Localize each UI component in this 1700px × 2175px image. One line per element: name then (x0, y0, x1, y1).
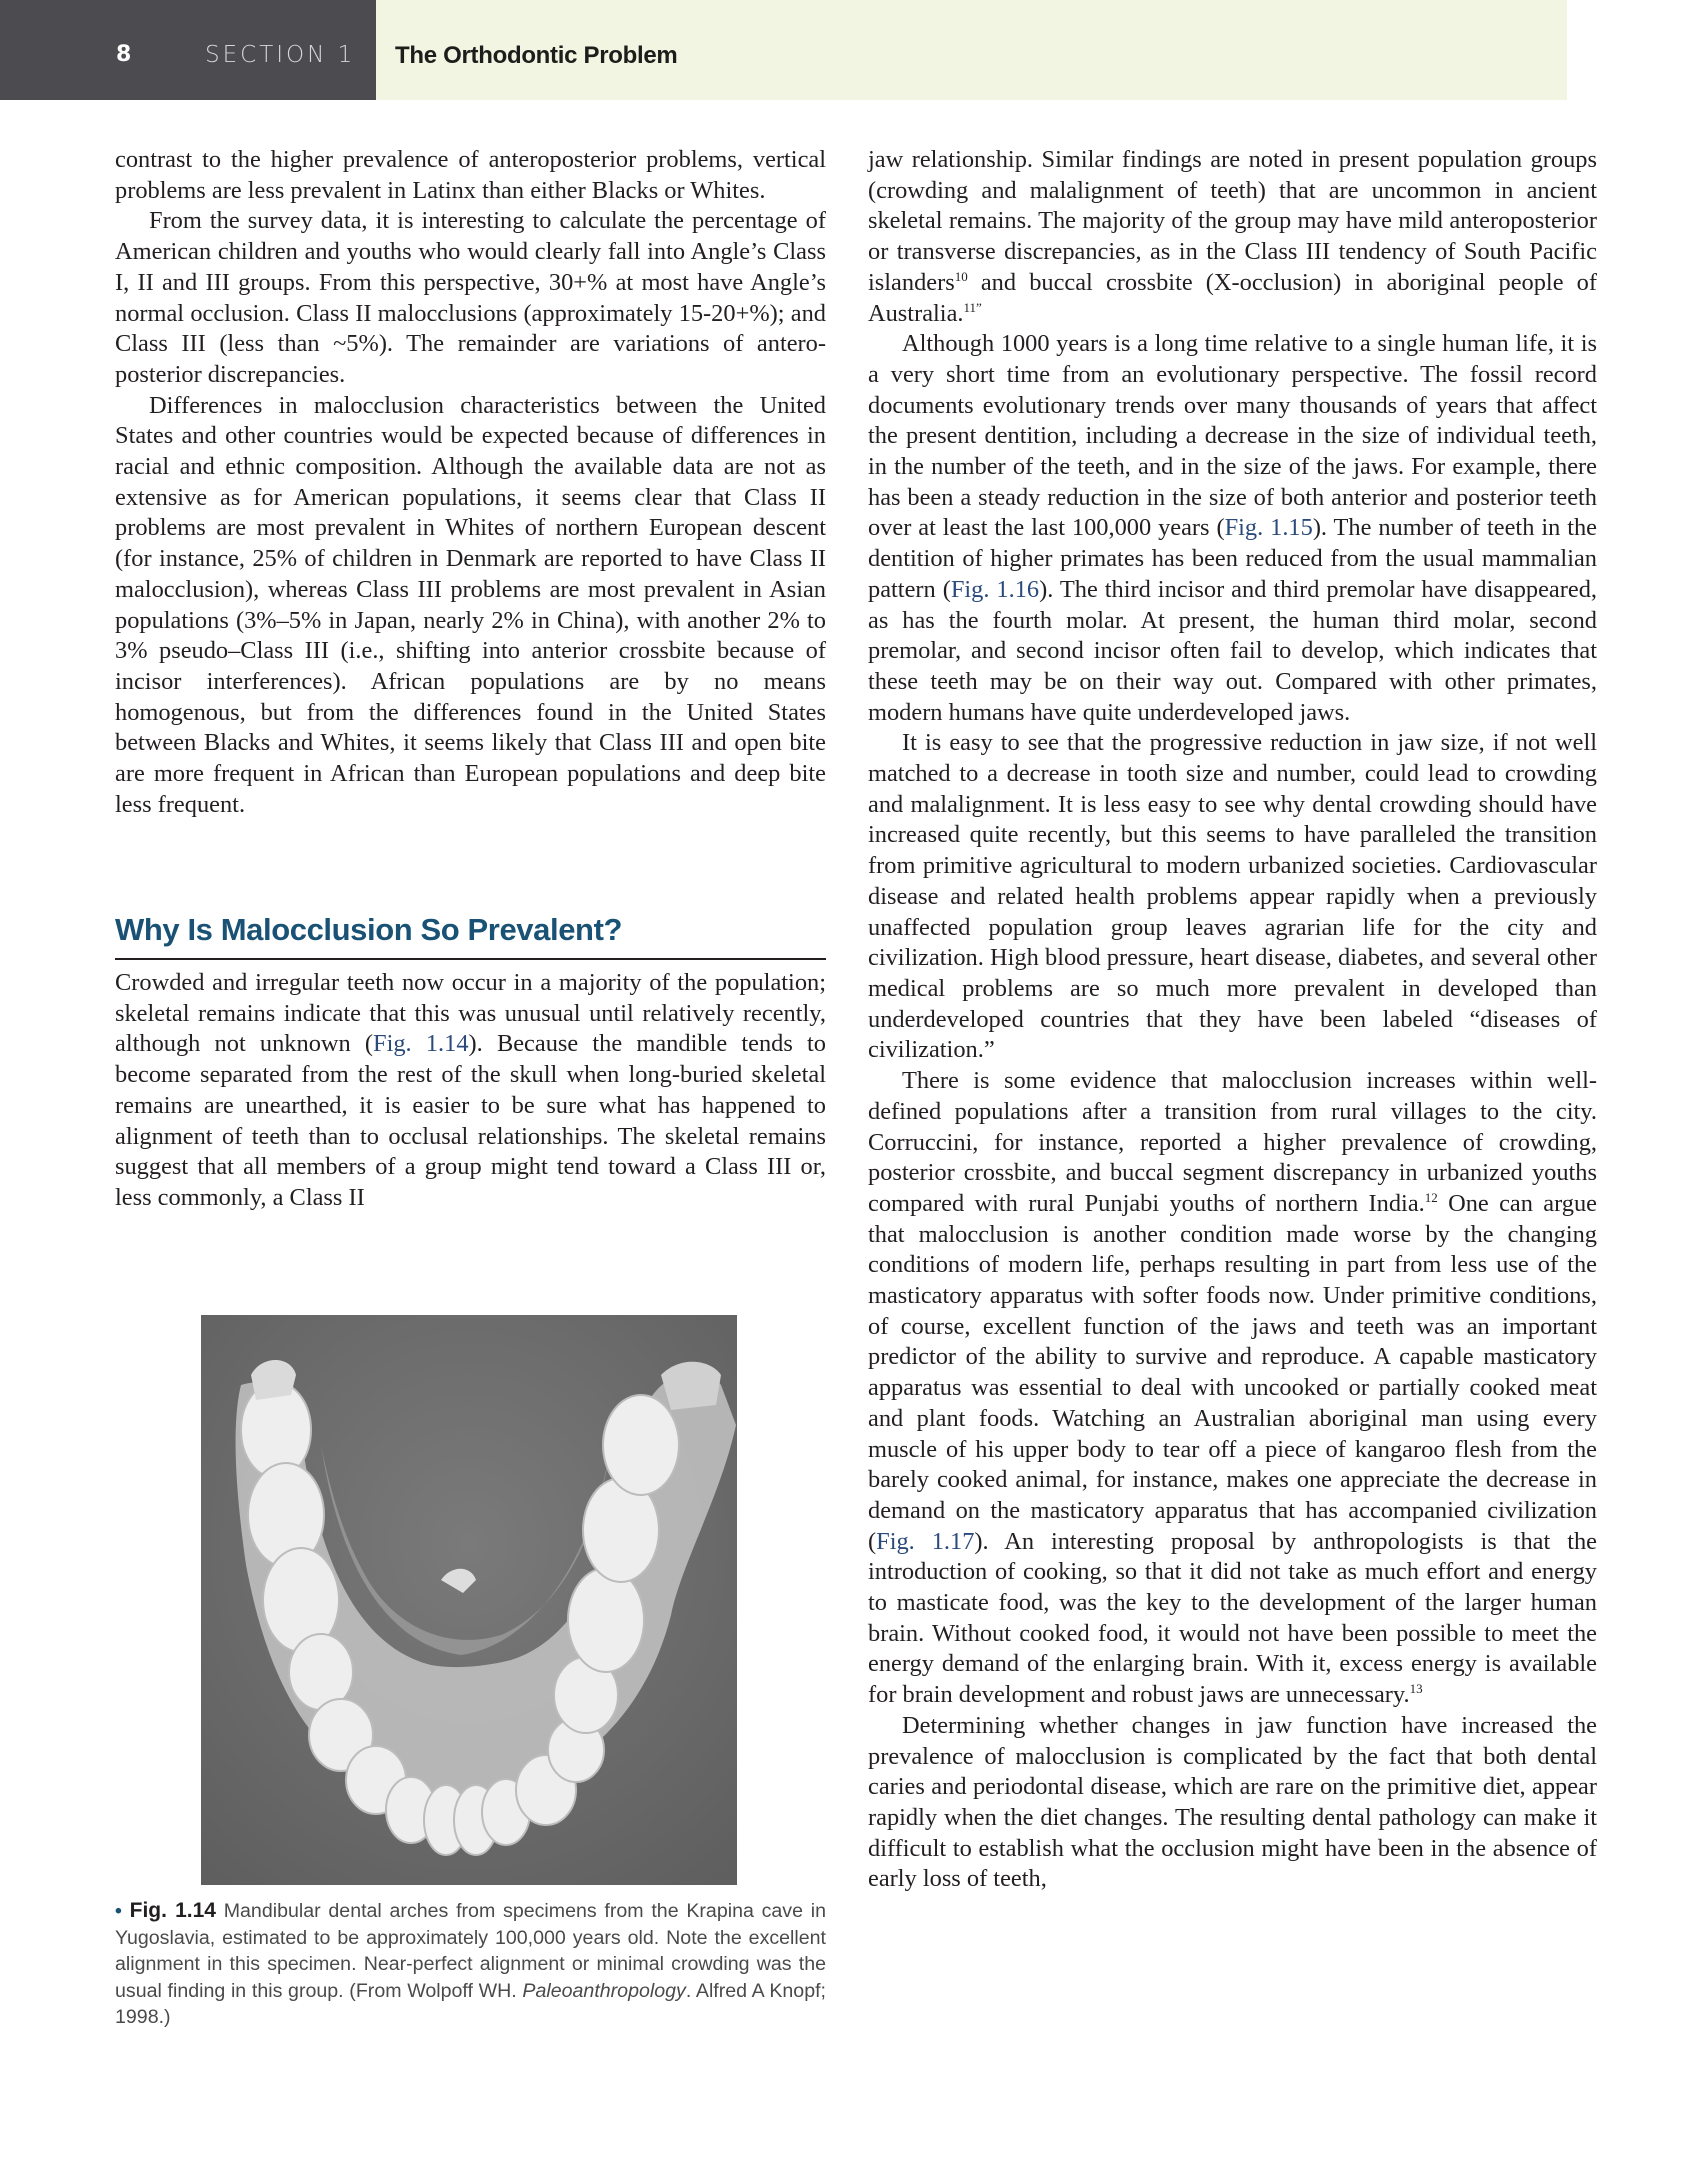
left-column-section (115, 968, 826, 1214)
section-heading: Why Is Malocclusion So Prevalent? (115, 912, 623, 947)
figure-photo-mandible (201, 1315, 737, 1885)
chapter-title: The Orthodontic Problem (395, 42, 678, 69)
section-label: SECTION 1 (205, 42, 356, 68)
figure-link-1-17[interactable]: Fig. 1.17 (876, 1527, 975, 1555)
caption-bullet: • (115, 1900, 122, 1922)
paragraph: Although 1000 years is a long time relative to a single human life, it is a very short time from an evolutionary perspective. The fossil record documents evolutionary trends over many thousands of years that affect the present dentition, including a decrease in the size of individual teeth, in the number of the teeth, and in the size of the jaws. For example, there has been a steady reduction in the size of both anterior and posterior teeth over at least the last 100,000 years (Fig. 1.15). The number of teeth in the dentition of higher primates has been reduced from the usual mammalian pattern (Fig. 1.16). The third incisor and third premolar have disappeared, as has the fourth molar. At present, the human third molar, second premolar, and second incisor often fail to develop, which indicates that these teeth may be on their way out. Compared with other primates, modern humans have quite underdeveloped jaws. (868, 330, 1597, 726)
paragraph: contrast to the higher prevalence of anteroposterior problems, vertical problems are less prevalent in Latinx than either Blacks or Whites. (115, 146, 826, 204)
figure-link-1-14[interactable]: Fig. 1.14 (373, 1030, 469, 1058)
paragraph: It is easy to see that the progressive reduction in jaw size, if not well matched to a decrease in tooth size and number, could lead to crowding and malalignment. It is less easy to see why dental crowding should have increased quite recently, but this seems to have paralleled the transition from primitive agricultural to modern urbanized societies. Cardiovascular disease and related health problems appear rapidly when a previously unaffected population group leaves agrarian life for the city and civilization. High blood pressure, heart disease, diabetes, and several other medical problems are so much more prevalent in developed than underdeveloped countries that they have been labeled “diseases of civilization.” (868, 729, 1597, 1064)
right-column (868, 145, 1597, 1895)
left-column (115, 145, 826, 820)
figure-link-1-15[interactable]: Fig. 1.15 (1224, 514, 1313, 542)
citation-13[interactable]: 13 (1409, 1681, 1423, 1697)
citation-11[interactable]: 11” (963, 299, 982, 315)
figure-label: Fig. 1.14 (129, 1899, 216, 1922)
paragraph: jaw relationship. Similar findings are noted in present population groups (crowding and malalignment of teeth) that are uncommon in ancient skeletal remains. The majority of the group may have mild anteroposterior or transverse discrepancies, as in the Class III tendency of South Pacific islanders$^{10}$ and buccal crossbite (X-occlusion) in aboriginal people of Australia.$^{11”}$ (868, 146, 1597, 327)
paragraph: From the survey data, it is interesting to calculate the percentage of American children and youths who would clearly fall into Angle’s Class I, II and III groups. From this perspective, 30+% at most have Angle’s normal occlusion. Class II malocclusions (approximately 15-20+%); and Class III (less than ~5%). The remainder are variations of antero-posterior discrepancies. (115, 207, 826, 388)
heading-rule (115, 958, 826, 960)
paragraph: Crowded and irregular teeth now occur in a majority of the population; skeletal remains indicate that this was unusual until relatively recently, although not unknown (Fig. 1.14). Because the mandible tends to become separated from the rest of the skull when long-buried skeletal remains are unearthed, it is easier to be sure what has happened to alignment of teeth than to occlusal relationships. The skeletal remains suggest that all members of a group might tend toward a Class III or, less commonly, a Class II (115, 969, 826, 1211)
figure-caption: • Fig. 1.14 Mandibular dental arches from specimens from the Krapina cave in Yugoslavia, estimated to be approximately 100,000 years old. Note the excellent alignment in this specimen. Near-perfect alignment or minimal crowding was the usual finding in this group. (From Wolpoff WH. Paleoanthropology. Alfred A Knopf; 1998.) (115, 1899, 826, 2029)
citation-12[interactable]: 12 (1424, 1189, 1438, 1205)
paragraph: Differences in malocclusion characteristics between the United States and other countries would be expected because of differences in racial and ethnic composition. Although the available data are not as extensive as for American populations, it seems clear that Class II problems are most prevalent in Whites of northern European descent (for instance, 25% of children in Denmark are reported to have Class II malocclusion), whereas Class III problems are most prevalent in Asian populations (3%–5% in Japan, nearly 2% in China), with another 2% to 3% pseudo–Class III (i.e., shifting into anterior crossbite because of incisor interferences). African populations are by no means homogenous, but from the differences found in the United States between Blacks and Whites, it seems likely that Class III and open bite are more frequent in African than European populations and deep bite less frequent. (115, 391, 826, 818)
figure-link-1-16[interactable]: Fig. 1.16 (950, 575, 1040, 603)
citation-10[interactable]: 10 (954, 268, 968, 284)
mandible-illustration (201, 1315, 737, 1885)
page-number: 8 (116, 42, 132, 67)
paragraph: Determining whether changes in jaw function have increased the prevalence of malocclusion is complicated by the fact that both dental caries and periodontal disease, which are rare on the primitive diet, appear rapidly when the diet changes. The resulting dental pathology can make it difficult to establish what the occlusion might have been in the absence of early loss of teeth, (868, 1711, 1597, 1893)
paragraph: There is some evidence that malocclusion increases within well-defined populations after a transition from rural villages to the city. Corruccini, for instance, reported a higher prevalence of crowding, posterior crossbite, and buccal segment discrepancy in urbanized youths compared with rural Punjabi youths of northern India.$^{12}$ One can argue that malocclusion is another condition made worse by the changing conditions of modern life, perhaps resulting in part from less use of the masticatory apparatus with softer foods now. Under primitive conditions, of course, excellent function of the jaws and teeth was an important predictor of the ability to survive and reproduce. A capable masticatory apparatus was essential to deal with uncooked or partially cooked meat and plant foods. Watching an Australian aboriginal man using every muscle of his upper body to tear off a piece of kangaroo flesh from the barely cooked animal, for instance, makes one appreciate the decrease in demand on the masticatory apparatus that has accompanied civilization (Fig. 1.17). An interesting proposal by anthropologists is that the introduction of cooking, so that it did not take as much effort and energy to masticate food, was the key to the development of the larger human brain. Without cooked food, it would not have been possible to meet the energy demand of the enlarging brain. With it, excess energy is available for brain development and robust jaws are unnecessary.$^{13}$ (868, 1067, 1598, 1709)
